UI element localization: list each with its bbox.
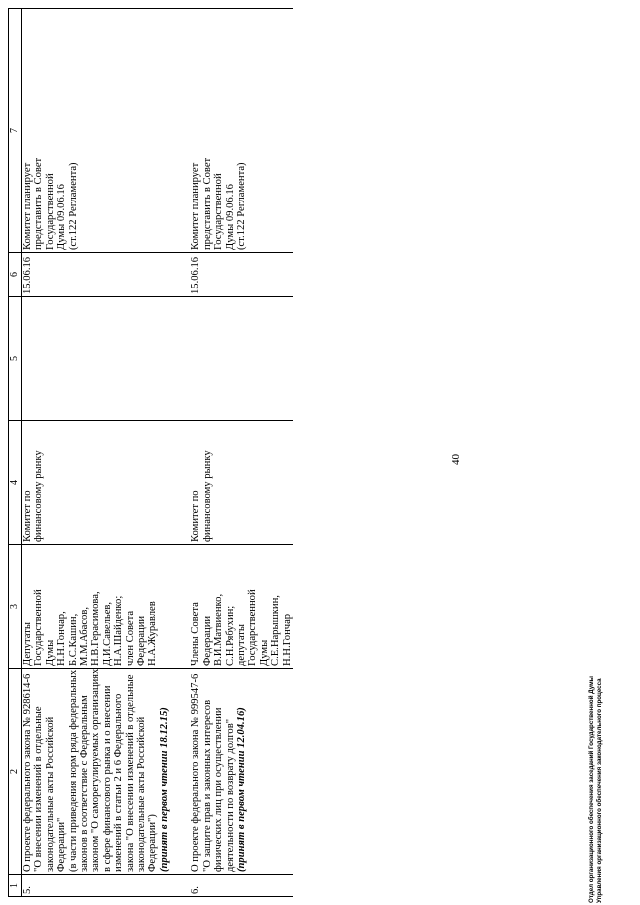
author-line: С.Н.Рябухин; [224,605,236,666]
footer-line: Управления организационного обеспечения законодательного процесса [596,678,603,903]
committee-cell [190,421,293,545]
author-line: В.И.Матвиенко, [213,593,225,666]
status-line: представить в Совет [201,157,213,250]
authors-cell [22,545,171,669]
table-row [22,9,171,897]
status-line: Государственной [44,173,56,250]
column-header: 1 [9,875,22,897]
committee-line: финансовому рынку [33,450,45,542]
column-header: 6 [9,253,22,297]
row-number: 6. [190,875,293,897]
author-line: Члены Совета [190,602,202,666]
author-line: Государственной [33,589,45,666]
status-line: Государственной [213,173,225,250]
page-number: 40 [450,454,462,465]
bill-title-line: (в части приведения норм ряда федеральных [67,669,79,872]
author-line: Н.Н.Гончар [281,613,293,666]
bill-title-line: О проекте федерального закона № 928614-6 [22,673,33,872]
author-line: М.М.Абасов, [79,607,91,666]
row-spacer [170,9,190,897]
table-header-row [9,9,22,897]
author-line: Б.С.Кашин, [67,613,79,666]
bill-title-line: "О внесении изменений в отдельные [33,706,45,872]
row-number: 5. [22,875,171,897]
bill-title-line: изменений в статьи 2 и 6 Федерального [113,693,125,872]
bill-title-line: "О защите прав и законных интересов [201,699,213,872]
author-line: Федерации [136,615,148,666]
author-line: депутаты [235,624,247,666]
author-line: Д.И.Савельев, [101,601,113,666]
author-line: Депутаты [22,622,33,666]
footer-line: Отдел организационного обеспечения заседаний Государственной Думы [588,676,595,903]
bill-title-line: закона "О внесении изменений в отдельные [124,674,136,872]
author-line: Н.Н.Гончар, [56,611,68,666]
bill-title-line: деятельности по возврату долгов" [224,718,236,872]
status-line: представить в Совет [33,157,45,250]
committee-line: финансовому рынку [201,450,213,542]
bill-title-line: Федерации") [147,814,159,872]
empty-cell [190,297,293,421]
author-line: Н.А.Журавлев [147,601,159,666]
bill-title-line: законов в соответствие с Федеральным [79,695,91,872]
date-cell: 15.06.16 [190,253,293,297]
status-line: Думы 09.06.16 [224,184,236,250]
status-cell [22,9,171,253]
bills-table [8,8,293,897]
date-cell: 15.06.16 [22,253,171,297]
bill-title-line: законодательные акты Российской [44,716,56,872]
table-row [190,9,293,897]
author-line: С.Е.Нарышкин, [270,595,282,666]
column-header: 2 [9,669,22,875]
bill-title-line: физических лиц при осуществлении [213,707,225,872]
committee-line: Комитет по [190,490,202,542]
status-line: (ст.122 Регламента) [67,162,79,250]
author-line: Н.В.Герасимова, [90,591,102,666]
committee-line: Комитет по [22,490,33,542]
department-footer [588,676,604,903]
column-header: 4 [9,421,22,545]
bill-title-line: законодательные акты Российской [136,716,148,872]
author-line: член Совета [124,610,136,666]
status-cell [190,9,293,253]
author-line: Федерации [201,615,213,666]
status-line: (ст.122 Регламента) [235,162,247,250]
column-header: 7 [9,9,22,253]
bill-title-line: Федерации" [56,817,68,872]
bill-title-line: законом "О саморегулируемых организациях [90,668,102,872]
bill-title-cell [22,669,171,875]
committee-cell [22,421,171,545]
first-reading-note: (принят в первом чтении 18.12.15) [158,707,170,872]
empty-cell [22,297,171,421]
author-line: Н.А.Шайденко; [113,595,125,666]
first-reading-note: (принят в первом чтении 12.04.16) [235,707,247,872]
author-line: Думы [44,639,56,666]
bill-title-cell [190,669,293,875]
status-line: Комитет планирует [22,162,33,250]
bill-title-line: О проекте федерального закона № 999547-6 [190,673,202,872]
author-line: Думы [258,639,270,666]
column-header: 3 [9,545,22,669]
author-line: Государственной [247,589,259,666]
status-line: Думы 09.06.16 [56,184,68,250]
authors-cell [190,545,293,669]
status-line: Комитет планирует [190,162,202,250]
column-header: 5 [9,297,22,421]
bill-title-line: в сфере финансового рынка и о внесении [101,685,113,872]
